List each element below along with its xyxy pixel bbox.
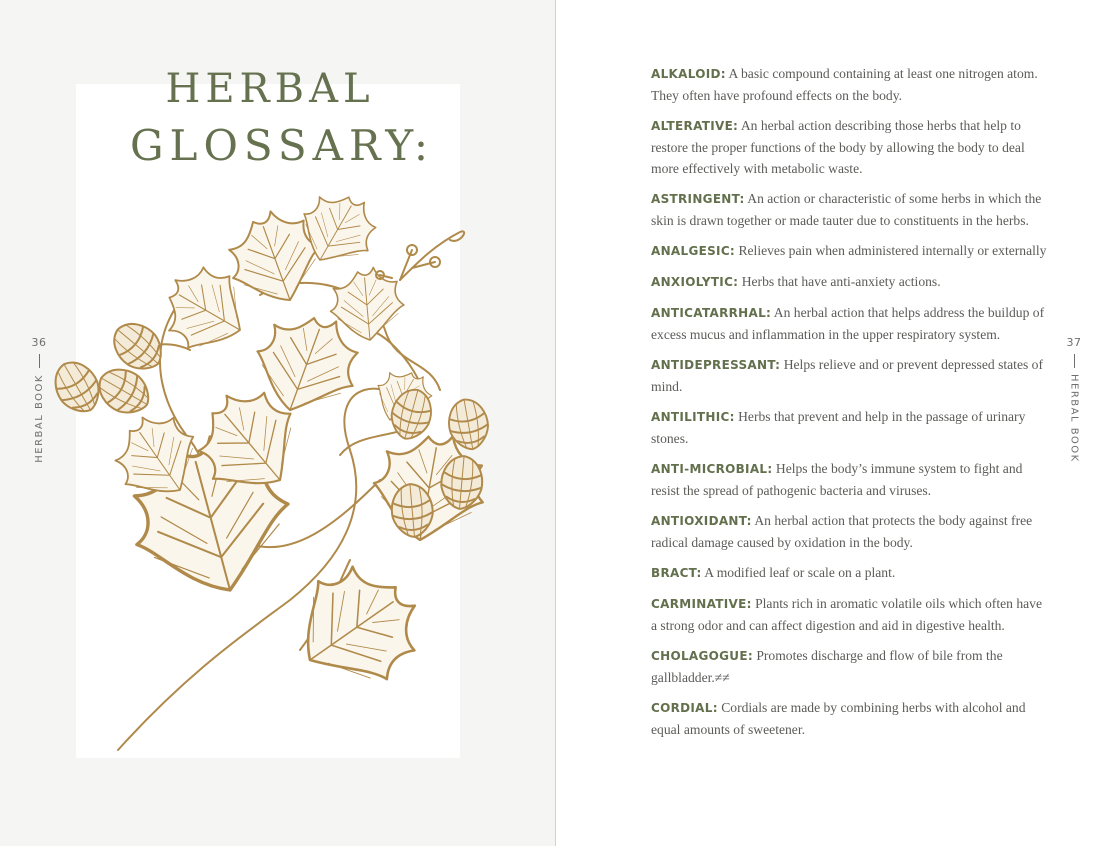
running-head-right: HERBAL BOOK [1068,374,1080,463]
glossary-term: ALKALOID: [651,67,726,81]
title-line-2: GLOSSARY: [130,121,435,171]
page-number-divider [1074,354,1075,368]
glossary-term: CHOLAGOGUE: [651,649,753,663]
glossary-entry [651,645,1047,688]
glossary-term: ANTIDEPRESSANT: [651,358,781,372]
glossary-definition: A basic compound containing at least one nitrogen atom. They often have profound effects on the body. [651,66,1038,103]
glossary-definition: Herbs that prevent and help in the passage of urinary stones. [651,409,1026,446]
glossary-entry [651,188,1047,231]
glossary-entry [651,115,1047,179]
glossary-definition: An action or characteristic of some herbs in which the skin is drawn together or made tauter due to constituents in the herbs. [651,191,1042,228]
glossary-definition: An herbal action that protects the body against free radical damage caused by oxidation in the body. [651,513,1033,550]
running-head-left: HERBAL BOOK [33,374,45,463]
glossary-definition: Cordials are made by combining herbs with alcohol and equal amounts of sweetener. [651,700,1026,737]
glossary-term: ANTIOXIDANT: [651,514,752,528]
glossary-term: BRACT: [651,566,702,580]
glossary-entry [651,302,1047,345]
glossary-definition: Relieves pain when administered internally or externally [738,243,1047,258]
glossary-term: ANALGESIC: [651,244,736,258]
glossary-term: CARMINATIVE: [651,597,752,611]
glossary-definition: Plants rich in aromatic volatile oils which often have a strong odor and can affect digestion and aid in digestive health. [651,596,1042,633]
glossary-entry [651,63,1047,106]
page-number-left: 36 [31,336,47,349]
glossary-entry [651,354,1047,397]
glossary-entry [651,406,1047,449]
glossary-list [651,63,1047,749]
glossary-entry [651,271,1047,293]
title-line-1: HERBAL [165,66,375,113]
glossary-definition: Herbs that have anti-anxiety actions. [741,274,941,289]
glossary-definition: A modified leaf or scale on a plant. [704,565,896,580]
glossary-term: ASTRINGENT: [651,192,745,206]
glossary-definition: Helps relieve and or prevent depressed states of mind. [651,357,1044,394]
glossary-term: ANTICATARRHAL: [651,306,772,320]
hop-vine-illustration [40,190,510,790]
page-title [130,66,435,171]
glossary-definition: An herbal action describing those herbs that help to restore the proper functions of the body by allowing the body to deal more effectively with metabolic waste. [651,118,1025,176]
glossary-entry [651,240,1047,262]
glossary-entry [651,458,1047,501]
glossary-entry [651,593,1047,636]
glossary-entry [651,697,1047,740]
glossary-entry [651,562,1047,584]
glossary-definition: Helps the body’s immune system to fight and resist the spread of pathogenic bacteria and viruses. [651,461,1023,498]
glossary-term: ANTILITHIC: [651,410,735,424]
page-number-right: 37 [1066,336,1082,349]
right-running-head [1065,336,1083,463]
glossary-term: ALTERATIVE: [651,119,739,133]
glossary-entry [651,510,1047,553]
glossary-definition: Promotes discharge and flow of bile from the gallbladder.≠≠ [651,648,1003,685]
glossary-term: ANXIOLYTIC: [651,275,739,289]
glossary-definition: An herbal action that helps address the buildup of excess mucus and inflammation in the upper respiratory system. [651,305,1045,342]
glossary-term: CORDIAL: [651,701,718,715]
glossary-term: ANTI-MICROBIAL: [651,462,773,476]
left-page [0,0,555,846]
